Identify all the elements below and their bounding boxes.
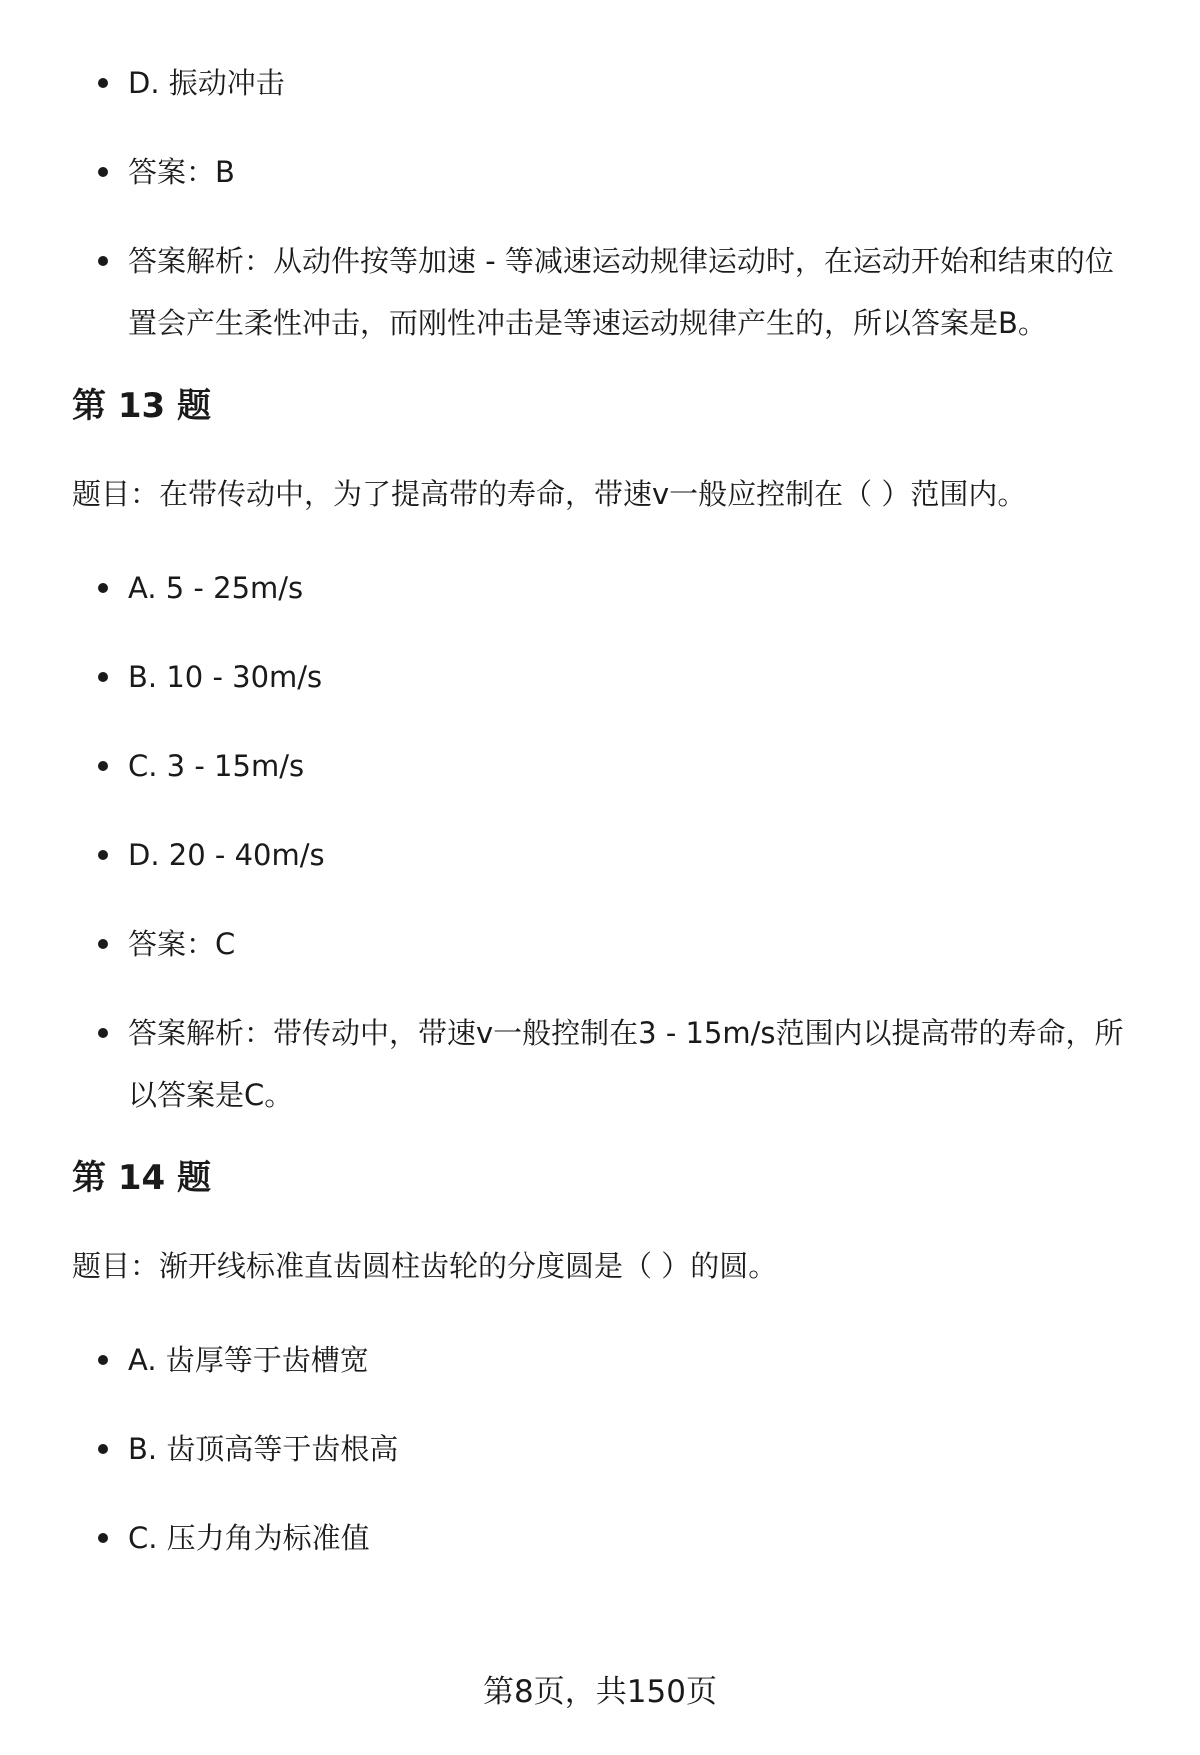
page-number: 第8页，共150页: [483, 1674, 717, 1710]
answer: 答案：B: [72, 141, 1142, 203]
option-b: B. 齿顶高等于齿根高: [72, 1418, 1142, 1480]
option-b: B. 10 - 30m/s: [72, 646, 1142, 708]
option-d: D. 20 - 40m/s: [72, 824, 1142, 886]
question-13-heading: 第 13 题: [72, 386, 211, 426]
question-13-text: 题目：在带传动中，为了提高带的寿命，带速v一般应控制在（ ）范围内。: [72, 477, 1027, 511]
page-content: [72, 52, 1142, 1596]
question-14-options: [72, 1329, 1142, 1569]
option-a: A. 齿厚等于齿槽宽: [72, 1329, 1142, 1391]
option-a: A. 5 - 25m/s: [72, 557, 1142, 619]
option-d: D. 振动冲击: [72, 52, 1142, 114]
option-c: C. 压力角为标准值: [72, 1507, 1142, 1569]
answer-explanation: 答案解析：从动件按等加速 - 等减速运动规律运动时，在运动开始和结束的位置会产生柔性冲击，而刚性冲击是等速运动规律产生的，所以答案是B。: [72, 230, 1142, 354]
option-c: C. 3 - 15m/s: [72, 735, 1142, 797]
question-14-text: 题目：渐开线标准直齿圆柱齿轮的分度圆是（ ）的圆。: [72, 1249, 778, 1283]
answer: 答案：C: [72, 913, 1142, 975]
answer-explanation: 答案解析：带传动中，带速v一般控制在3 - 15m/s范围内以提高带的寿命，所以答案是C。: [72, 1002, 1142, 1126]
question-13-options: [72, 557, 1142, 1126]
q12-tail-list: [72, 52, 1142, 354]
question-14-heading: 第 14 题: [72, 1158, 211, 1198]
